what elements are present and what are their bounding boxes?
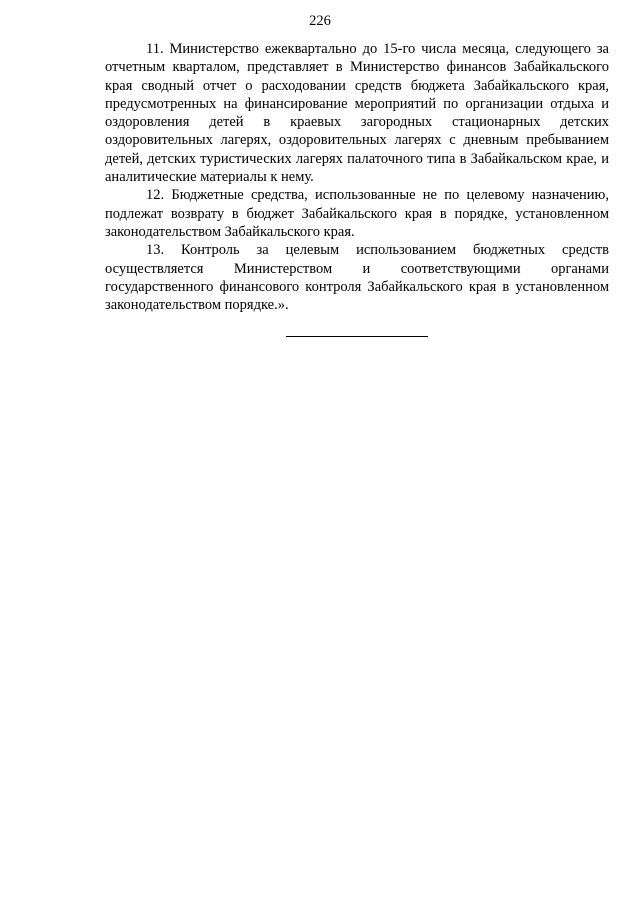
paragraph-11: 11. Министерство ежеквартально до 15-го числа месяца, следующего за отчетным кварталом, представляет в Министерство финансов Забайкальского края сводный отчет о расходовании средств бюджета Забайкальского края, предусмотренных на финансирование мероприятий по организации отдыха и оздоровления детей в краевых загородных стационарных детских оздоровительных лагерях, оздоровительных лагерях с дневным пребыванием детей, детских туристических лагерях палаточного типа в Забайкальском крае, и аналитические материалы к нему. bbox=[105, 41, 609, 186]
document-body bbox=[105, 40, 609, 314]
paragraph-12: 12. Бюджетные средства, использованные не по целевому назначению, подлежат возврату в бюджет Забайкальского края в порядке, установленном законодательством Забайкальского края. bbox=[105, 187, 609, 240]
page-number: 226 bbox=[309, 13, 331, 29]
end-of-text-rule bbox=[286, 336, 428, 337]
paragraph-13: 13. Контроль за целевым использованием бюджетных средств осуществляется Министерством и соответствующими органами государственного финансового контроля Забайкальского края в установленном законодательством порядке.». bbox=[105, 242, 609, 314]
